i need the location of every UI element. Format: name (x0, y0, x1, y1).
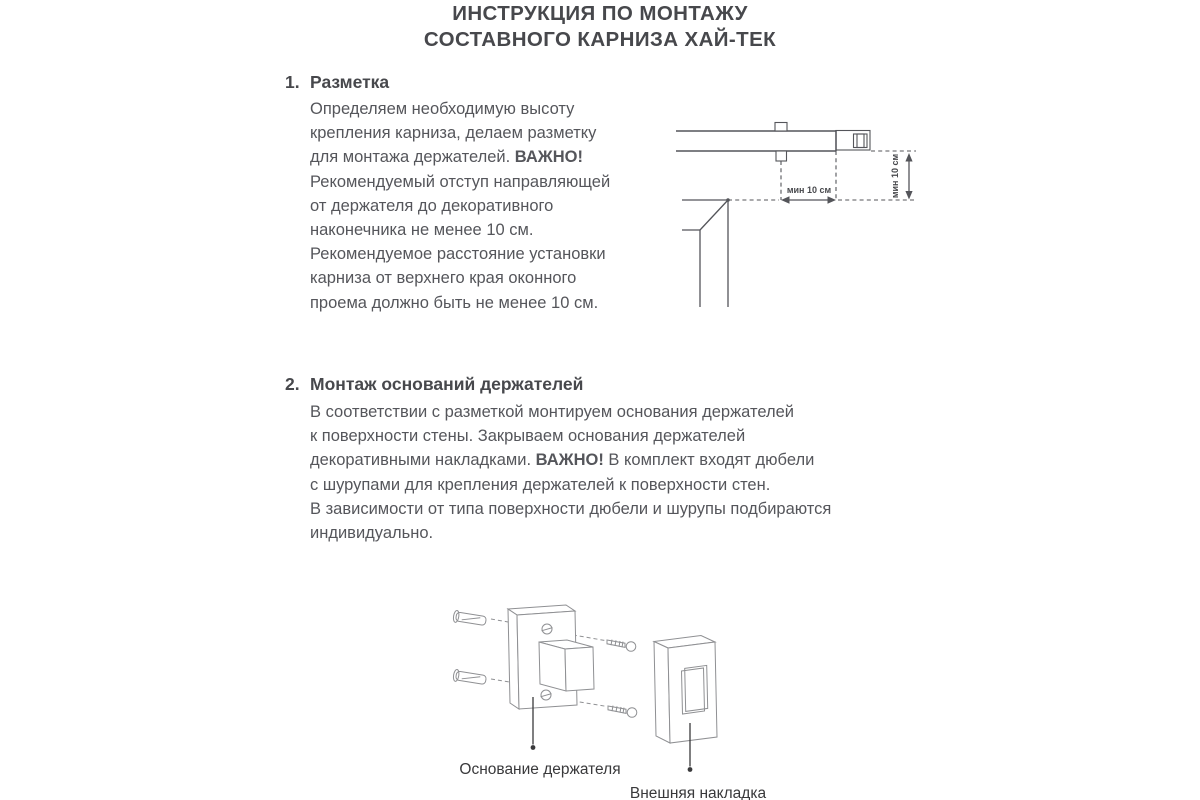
section-1-heading (285, 70, 389, 94)
text-line: В зависимости от типа поверхности дюбели и шурупы подбираются (310, 499, 832, 518)
text-line: крепления карниза, делаем разметку (310, 124, 597, 143)
mounting-screw-icon (608, 706, 637, 718)
mounting-screw-icon (607, 640, 636, 652)
marking-diagram (658, 105, 920, 315)
dowel-icon (453, 669, 487, 686)
dowel-icon (453, 610, 487, 627)
section-1-number: 1. (285, 72, 300, 92)
section-2-body (310, 400, 831, 545)
text-line: проема должно быть не менее 10 см. (310, 293, 599, 312)
text-line: наконечника не менее 10 см. (310, 221, 534, 240)
section-2-number: 2. (285, 374, 300, 394)
holder-base-drawing (508, 605, 594, 709)
page-title (0, 1, 1200, 53)
section-2-heading (285, 372, 583, 396)
page-title-line2: СОСТАВНОГО КАРНИЗА ХАЙ-ТЕК (423, 28, 777, 51)
curtain-rod-drawing (676, 130, 836, 151)
offset-dimension-label: мин 10 см (786, 185, 832, 195)
text-line: карниза от верхнего края оконного (310, 269, 577, 288)
section-2-title: Монтаж оснований держателей (310, 374, 584, 394)
section-1-body (310, 97, 610, 315)
text-line: декоративными накладками. ВАЖНО! В комплект входят дюбели (310, 451, 815, 470)
text-line: Определяем необходимую высоту (310, 100, 575, 118)
text-line: с шурупами для крепления держателей к поверхности стен. (310, 475, 771, 494)
base-part-label: Основание держателя (459, 761, 621, 778)
text-line: В соответствии с разметкой монтируем основания держателей (310, 403, 794, 421)
rod-bracket-drawing (775, 123, 787, 162)
page-title-line1: ИНСТРУКЦИЯ ПО МОНТАЖУ (452, 2, 748, 25)
height-dimension-arrow (905, 153, 912, 200)
rod-finial-drawing (836, 131, 870, 151)
text-line: от держателя до декоративного (310, 196, 554, 215)
text-line: Рекомендуемый отступ направляющей (310, 172, 611, 191)
cover-part-label: Внешняя накладка (629, 785, 767, 800)
cover-plate-drawing (654, 636, 717, 744)
text-line: для монтажа держателей. ВАЖНО! (310, 148, 583, 167)
offset-dimension-arrow (781, 196, 836, 203)
window-corner-drawing (682, 198, 730, 307)
text-line: Рекомендуемое расстояние установки (310, 245, 606, 264)
mounting-diagram (435, 583, 785, 800)
height-dimension-label: мин 10 см (890, 153, 900, 199)
text-line: индивидуально. (310, 524, 434, 543)
section-1-title: Разметка (310, 72, 390, 92)
text-line: к поверхности стены. Закрываем основания держателей (310, 427, 746, 446)
